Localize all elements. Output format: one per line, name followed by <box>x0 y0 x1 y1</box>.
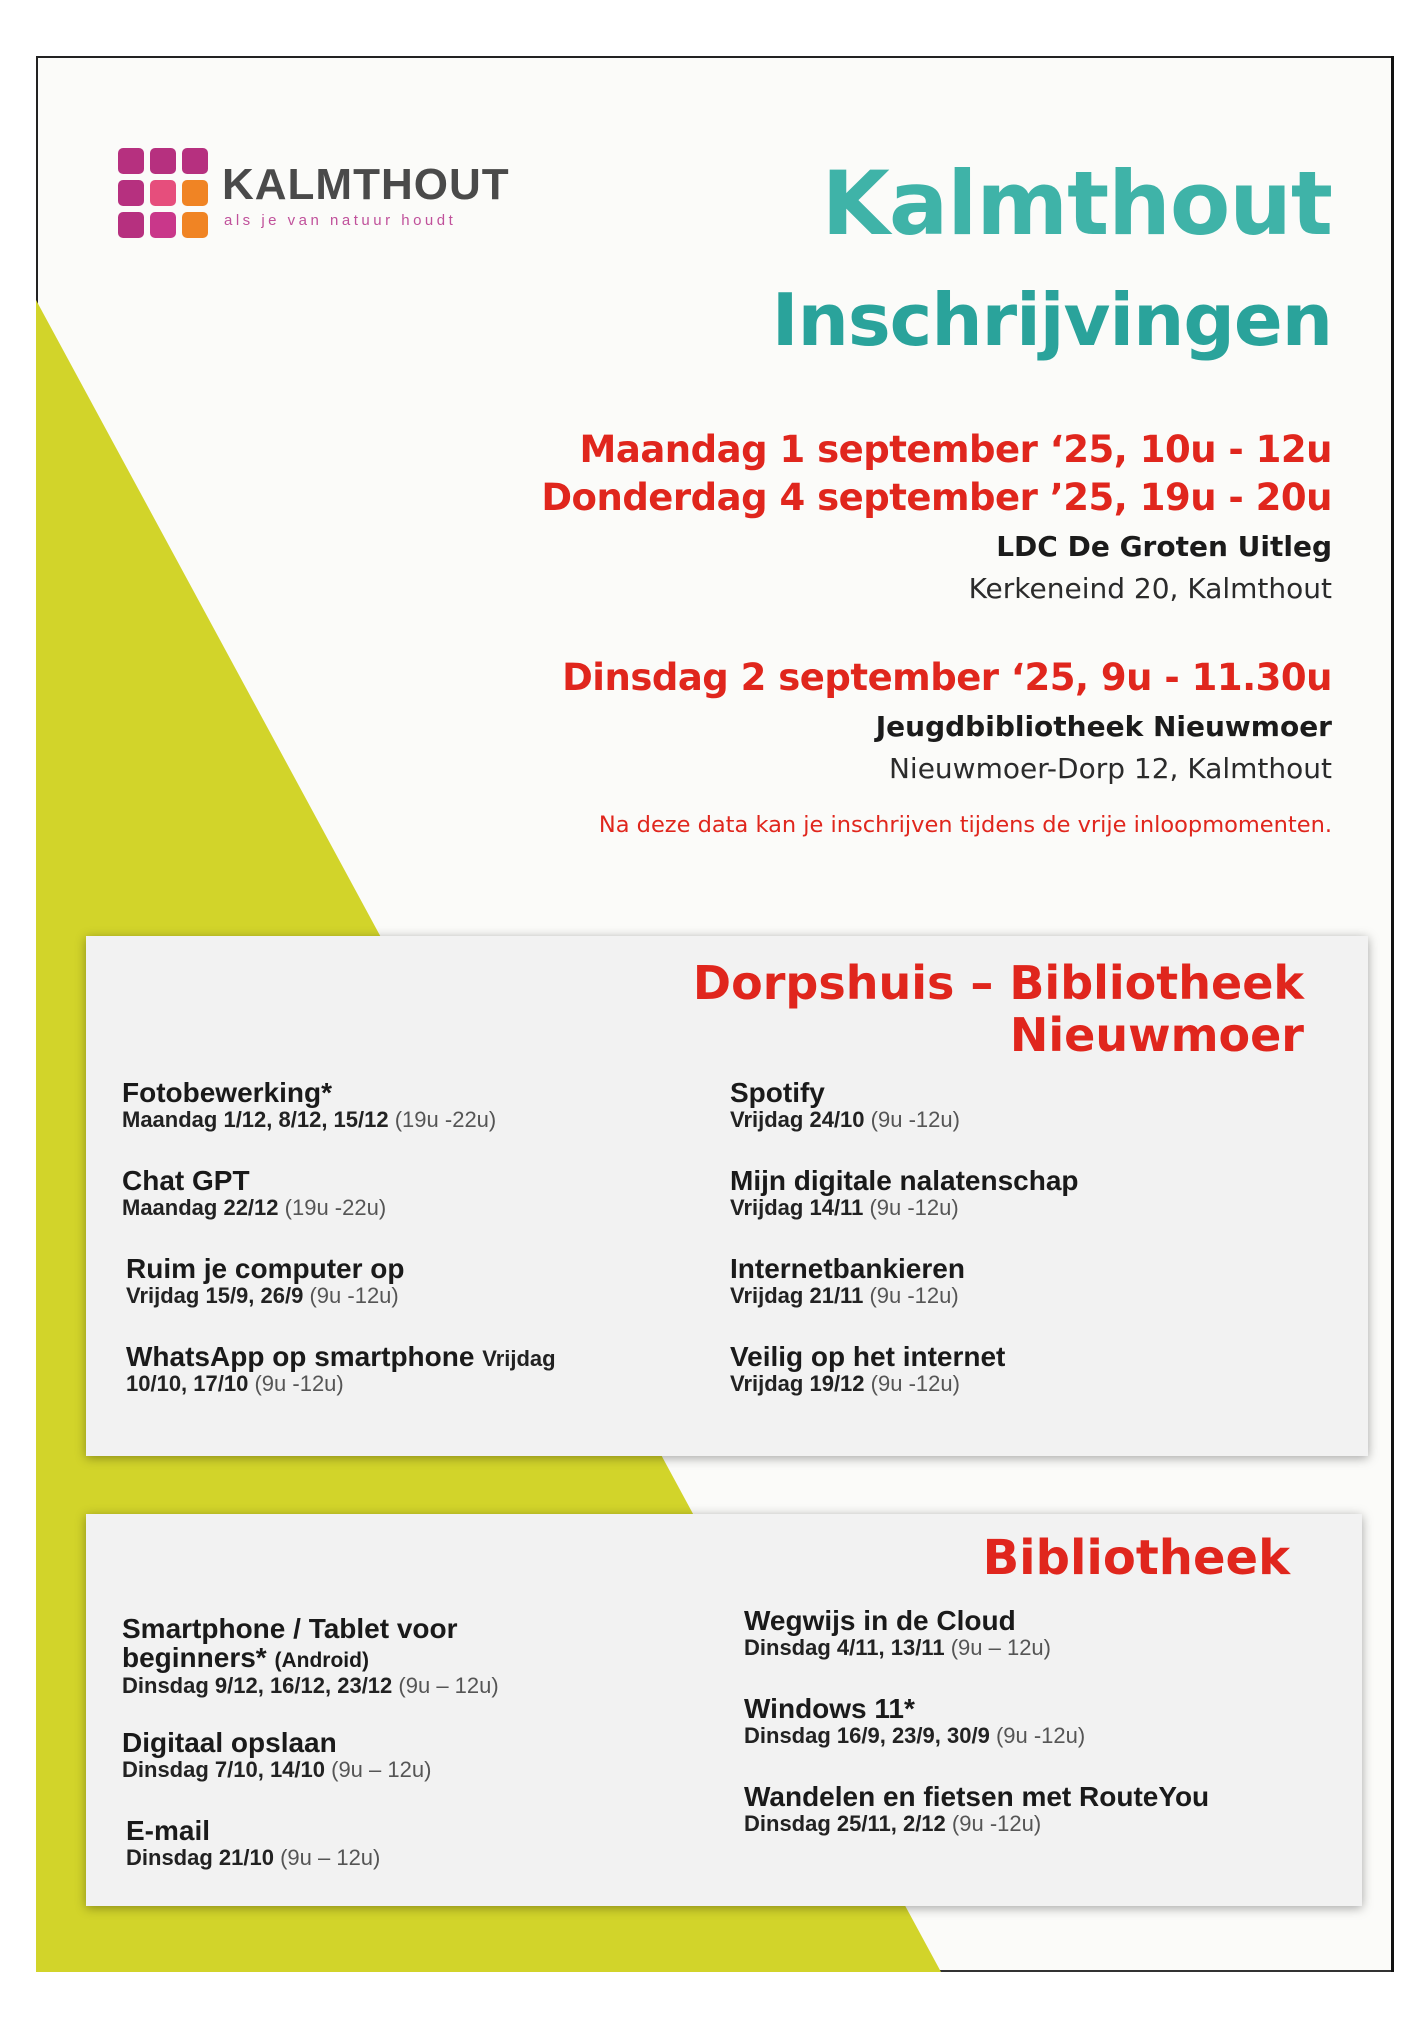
course-item <box>122 1728 431 1783</box>
course-days: Vrijdag 21/11 <box>730 1283 864 1309</box>
course-item <box>730 1254 965 1309</box>
course-days: Dinsdag 7/10, 14/10 <box>122 1757 325 1783</box>
course-title-line2: beginners* <box>122 1642 267 1674</box>
location-2-address: Nieuwmoer-Dorp 12, Kalmthout <box>888 752 1332 785</box>
course-time: (9u – 12u) <box>280 1845 381 1871</box>
location-1-name: LDC De Groten Uitleg <box>996 530 1332 563</box>
course-time: (9u – 12u) <box>398 1672 499 1698</box>
course-time: (9u -12u) <box>951 1811 1042 1837</box>
course-title: Fotobewerking* <box>122 1077 333 1108</box>
course-days: Maandag 1/12, 8/12, 15/12 <box>122 1107 389 1133</box>
course-time: (9u -12u) <box>869 1195 959 1221</box>
course-title: Windows 11* <box>744 1693 915 1724</box>
course-days: Vrijdag 19/12 <box>730 1371 865 1397</box>
course-time: (9u – 12u) <box>950 1635 1051 1661</box>
course-item <box>744 1694 1085 1749</box>
course-days: Dinsdag 4/11, 13/11 <box>744 1635 945 1661</box>
location-2-name: Jeugdbibliotheek Nieuwmoer <box>875 710 1332 743</box>
course-title: Smartphone / Tablet voor <box>122 1613 458 1644</box>
panel-dorpshuis-title <box>693 958 1304 1061</box>
course-item <box>730 1342 1005 1397</box>
course-time: (9u -12u) <box>309 1283 399 1309</box>
course-item <box>730 1078 960 1133</box>
panel-bibliotheek-title: Bibliotheek <box>982 1530 1290 1586</box>
course-item <box>126 1254 404 1309</box>
page-subtitle: Inschrijvingen <box>771 278 1332 362</box>
course-days: Dinsdag 16/9, 23/9, 30/9 <box>744 1723 990 1749</box>
logo-name: KALMTHOUT <box>222 160 510 209</box>
panel-bibliotheek <box>86 1514 1362 1906</box>
course-item <box>126 1816 380 1871</box>
course-time: (19u -22u) <box>394 1107 497 1133</box>
page-title: Kalmthout <box>821 152 1332 255</box>
course-title: Ruim je computer op <box>126 1253 405 1284</box>
course-title-suffix: Vrijdag <box>482 1346 556 1371</box>
course-days: Dinsdag 21/10 <box>126 1845 274 1871</box>
course-time: (9u -12u) <box>869 1283 959 1309</box>
location-1-address: Kerkeneind 20, Kalmthout <box>968 572 1332 605</box>
course-item <box>730 1166 1079 1221</box>
course-title: Chat GPT <box>122 1165 250 1196</box>
session-date-3: Dinsdag 2 september ‘25, 9u - 11.30u <box>562 656 1332 699</box>
panel-dorpshuis <box>86 936 1368 1456</box>
registration-note: Na deze data kan je inschrijven tijdens de vrije inloopmomenten. <box>598 812 1332 838</box>
course-item <box>122 1166 386 1221</box>
course-time: (9u -12u) <box>870 1371 960 1397</box>
course-title: WhatsApp op smartphone <box>126 1341 475 1372</box>
course-title: Spotify <box>730 1077 825 1108</box>
course-days: Vrijdag 24/10 <box>730 1107 865 1133</box>
course-time: (9u -12u) <box>995 1723 1086 1749</box>
course-days: Maandag 22/12 <box>122 1195 279 1221</box>
course-title: Veilig op het internet <box>730 1341 1006 1372</box>
panel-dorpshuis-title-line2: Nieuwmoer <box>1009 1007 1304 1062</box>
course-days: Dinsdag 25/11, 2/12 <box>744 1811 946 1837</box>
course-item <box>126 1342 556 1397</box>
logo-tagline: als je van natuur houdt <box>224 212 457 229</box>
course-item <box>122 1078 496 1133</box>
course-days: Vrijdag 14/11 <box>730 1195 864 1221</box>
course-title: Internetbankieren <box>730 1253 965 1284</box>
logo-tiles-icon <box>118 148 212 242</box>
course-item <box>122 1614 499 1698</box>
course-title: E-mail <box>126 1815 211 1846</box>
panel-dorpshuis-title-line1: Dorpshuis – Bibliotheek <box>692 956 1304 1010</box>
course-title: Wegwijs in de Cloud <box>744 1605 1016 1636</box>
course-item <box>744 1606 1051 1661</box>
session-date-2: Donderdag 4 september ’25, 19u - 20u <box>541 476 1332 519</box>
course-item <box>744 1782 1209 1837</box>
course-days: Dinsdag 9/12, 16/12, 23/12 <box>122 1672 393 1698</box>
course-time: (19u -22u) <box>284 1195 387 1221</box>
course-days: Vrijdag 15/9, 26/9 <box>126 1283 304 1309</box>
course-days: 10/10, 17/10 <box>126 1371 249 1397</box>
course-title: Wandelen en fietsen met RouteYou <box>744 1781 1210 1812</box>
kalmthout-logo <box>118 148 578 258</box>
course-title-suffix: (Android) <box>274 1649 369 1673</box>
course-title: Digitaal opslaan <box>122 1727 337 1758</box>
course-time: (9u – 12u) <box>331 1757 432 1783</box>
session-date-1: Maandag 1 september ‘25, 10u - 12u <box>579 428 1332 471</box>
course-time: (9u -12u) <box>254 1371 344 1397</box>
course-time: (9u -12u) <box>870 1107 960 1133</box>
course-title: Mijn digitale nalatenschap <box>730 1165 1079 1196</box>
